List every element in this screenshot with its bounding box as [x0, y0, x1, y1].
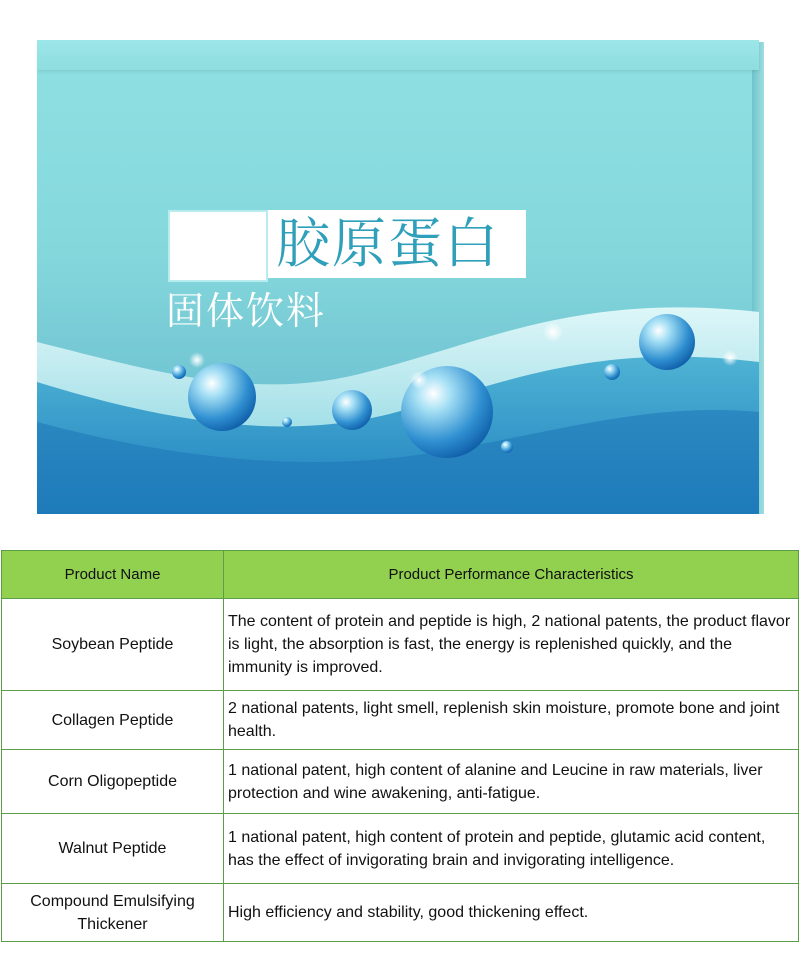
table-row — [2, 884, 799, 942]
characteristics-cell: High efficiency and stability, good thickening effect. — [224, 884, 799, 942]
product-name-cell: Collagen Peptide — [2, 691, 224, 750]
header-product-name: Product Name — [2, 551, 224, 599]
product-subtitle: 固体饮料 — [166, 289, 327, 333]
water-wave-graphic — [37, 42, 759, 514]
product-name-cell: Soybean Peptide — [2, 599, 224, 691]
characteristics-cell: 1 national patent, high content of alanine and Leucine in raw materials, liver protection and wine awakening, anti-fatigue. — [224, 750, 799, 814]
product-name-cell: Compound Emulsifying Thickener — [2, 884, 224, 942]
table-row — [2, 599, 799, 691]
product-title: 胶原蛋白 — [276, 212, 500, 275]
product-table — [1, 550, 799, 942]
product-name-cell: Corn Oligopeptide — [2, 750, 224, 814]
title-blank-box — [168, 210, 268, 282]
characteristics-cell: 1 national patent, high content of protein and peptide, glutamic acid content, has the effect of invigorating brain and invigorating intelligence. — [224, 814, 799, 884]
product-name-cell: Walnut Peptide — [2, 814, 224, 884]
table-row — [2, 691, 799, 750]
table-row — [2, 814, 799, 884]
table-row — [2, 750, 799, 814]
characteristics-cell: The content of protein and peptide is high, 2 national patents, the product flavor is light, the absorption is fast, the energy is replenished quickly, and the immunity is improved. — [224, 599, 799, 691]
header-characteristics: Product Performance Characteristics — [224, 551, 799, 599]
characteristics-cell: 2 national patents, light smell, replenish skin moisture, promote bone and joint health. — [224, 691, 799, 750]
table-header-row — [2, 551, 799, 599]
